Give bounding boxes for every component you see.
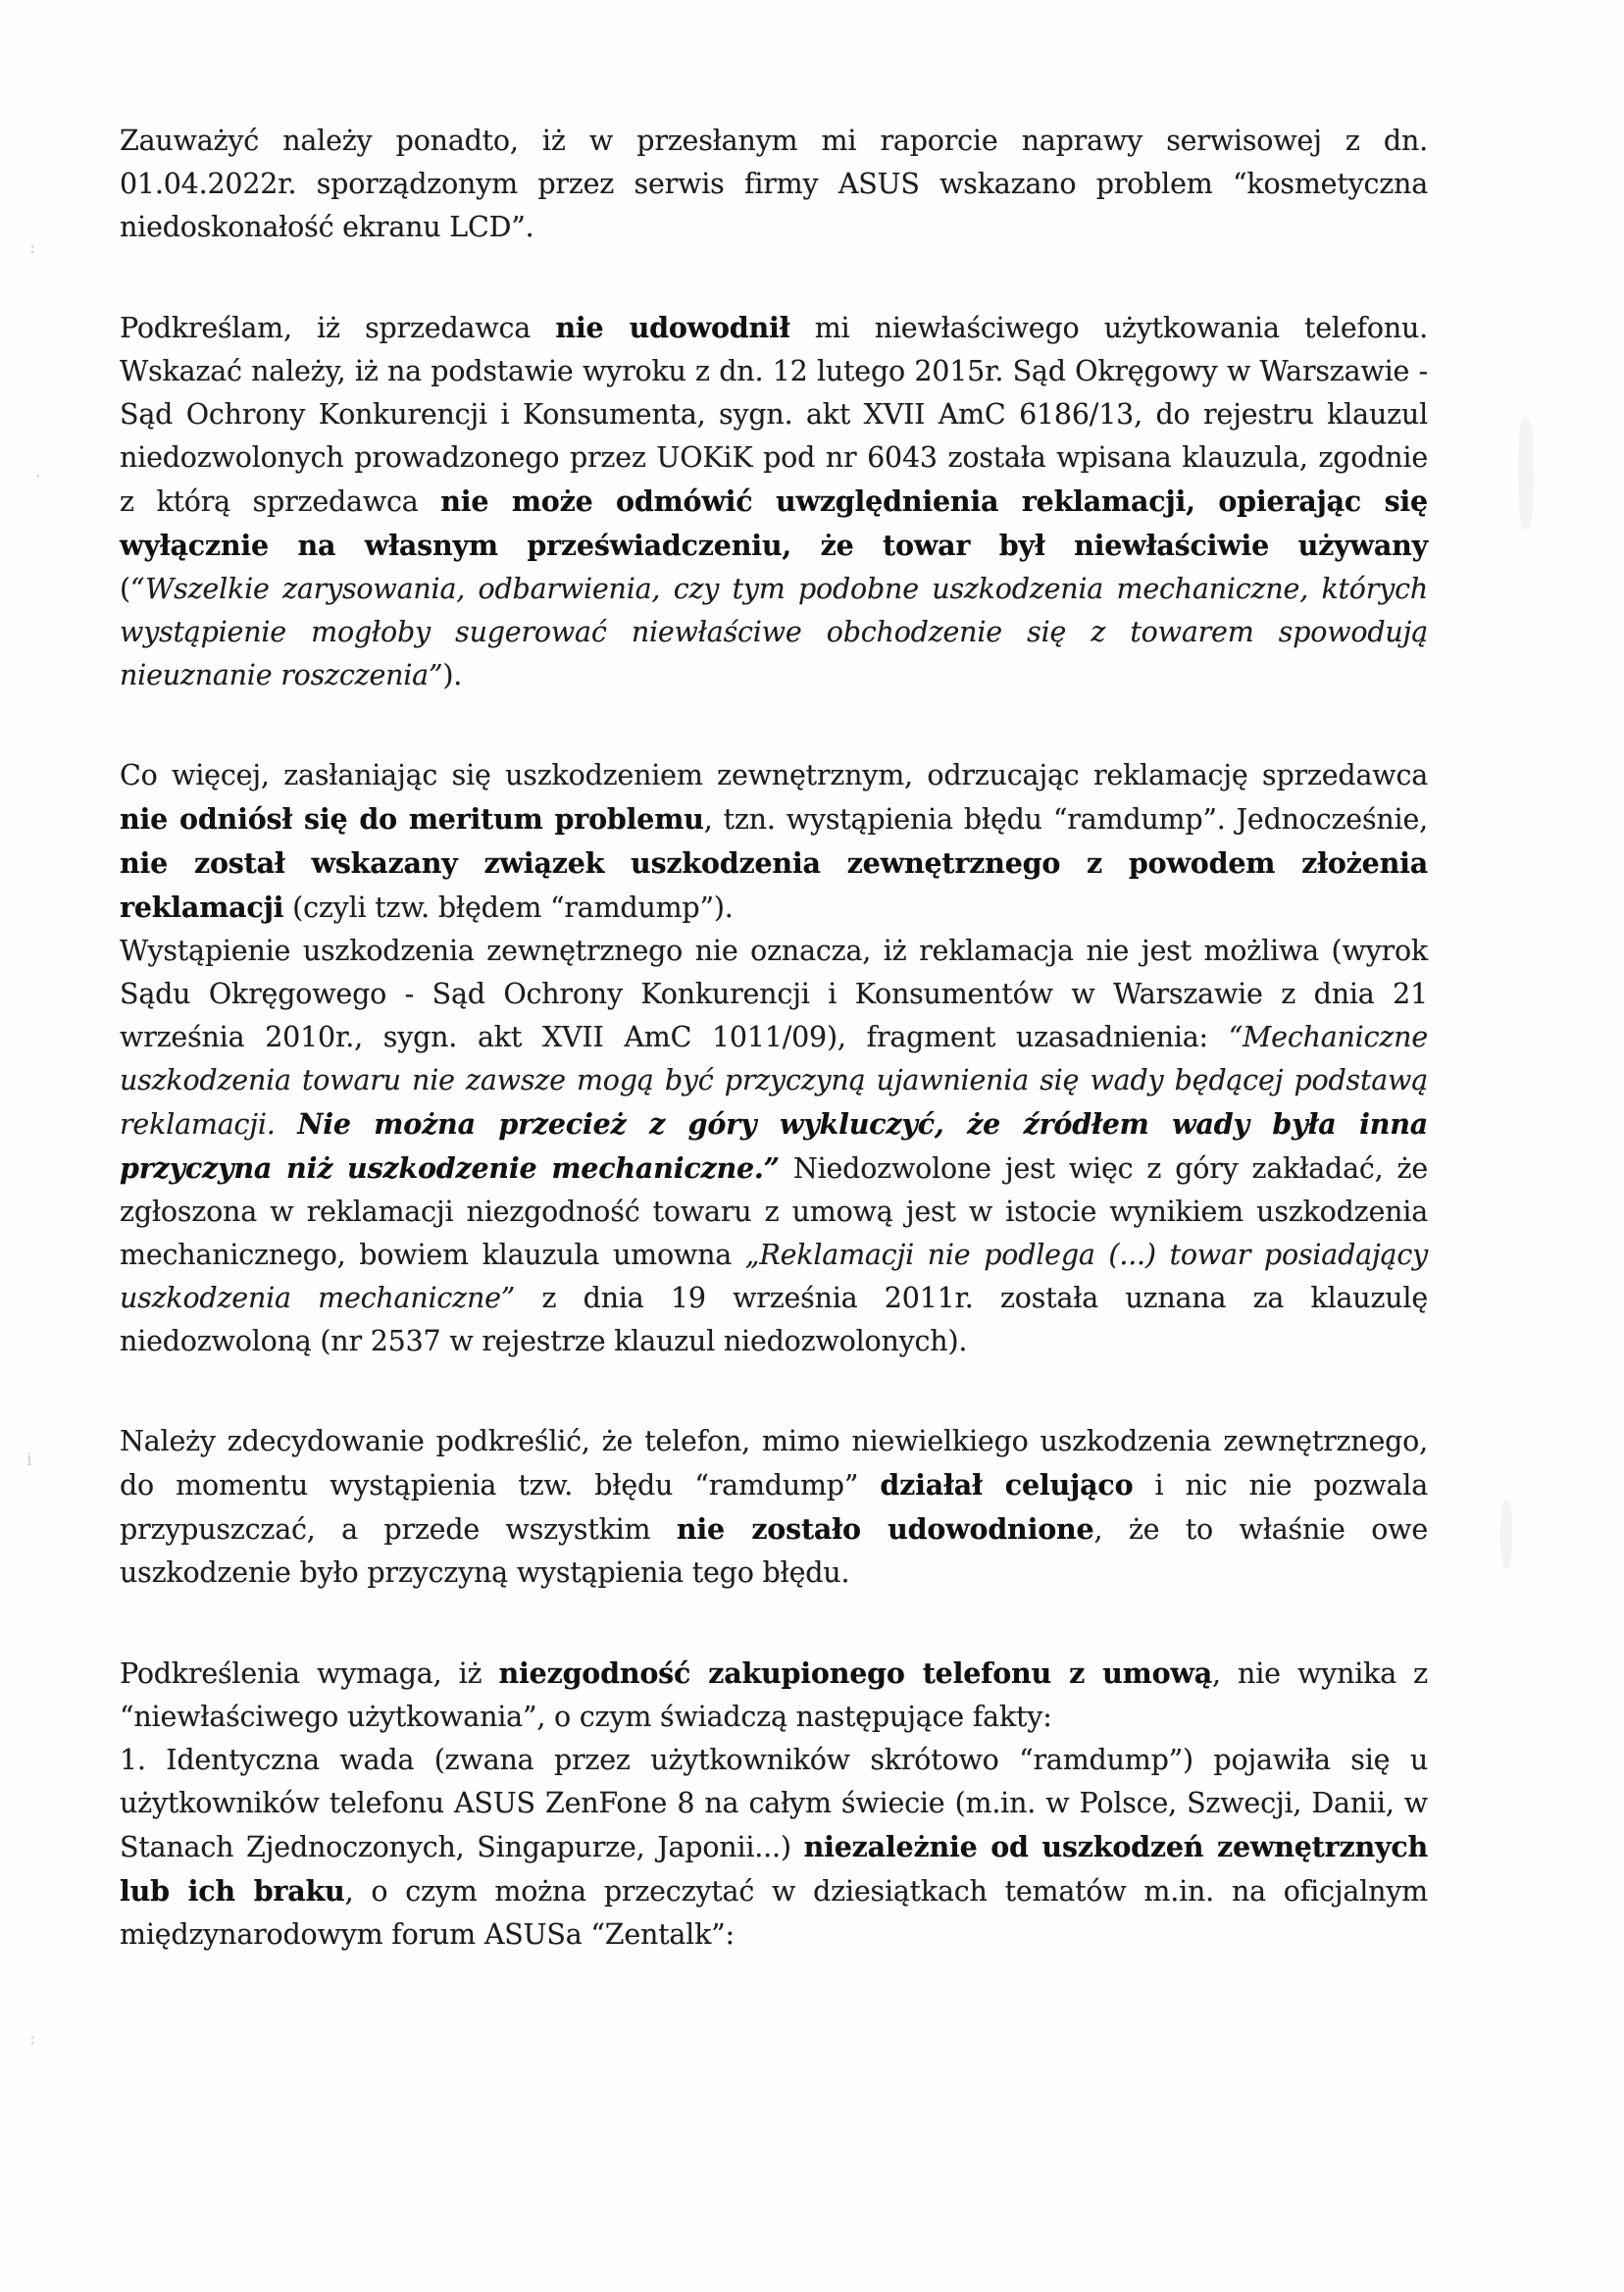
scan-streak <box>1518 417 1534 530</box>
text-run-normal: ( <box>120 573 130 605</box>
text-run-normal: Wystąpienie uszkodzenia zewnętrznego nie oznacza, iż reklamacja nie jest możliwa (wyrok Sądu Okręgowego - Sąd Ochrony Konkurencji i Konsumentów w Warszawie z dnia 21 września 2010r., sygn. akt XVII AmC 1011/09), fragment uzasadnienia: <box>120 935 1428 1053</box>
scan-artifact: i <box>26 1450 32 1470</box>
scan-artifact: : <box>29 2028 36 2049</box>
text-run-bold: nie odniósł się do meritum problemu <box>120 802 704 836</box>
text-run-italic: „Reklamacji nie podlega (...) towar posiadający uszkodzenia mechaniczne” <box>120 1239 1428 1314</box>
text-run-normal: , o czym można przeczytać w dziesiątkach tematów m.in. na oficjalnym międzynarodowym forum ASUSa “Zentalk”: <box>120 1875 1428 1951</box>
scan-artifact: : <box>29 237 36 258</box>
text-run-bold: nie udowodnił <box>555 311 790 344</box>
text-run-normal: i nic nie pozwala przypuszczać, a przede wszystkim <box>120 1469 1428 1546</box>
text-run-normal: , że to właśnie owe uszkodzenie było przyczyną wystąpienia tego błędu. <box>120 1513 1429 1589</box>
paragraph-fact-1-worldwide-defect <box>120 1739 1428 1957</box>
paragraph-seller-burden-of-proof <box>120 306 1428 697</box>
paragraph-nonconformity-intro <box>120 1652 1428 1739</box>
text-run-bold: działał celująco <box>880 1468 1134 1502</box>
scan-streak <box>1500 1501 1512 1569</box>
text-run-normal: ). <box>442 659 463 691</box>
text-run-normal: 1. Identyczna wada (zwana przez użytkowników skrótowo “ramdump”) pojawiła się u użytkowników telefonu ASUS ZenFone 8 na całym świecie (m.in. w Polsce, Szwecji, Danii, w Stanach Zjednoczonych, Singapurze, Japonii...) <box>120 1744 1428 1863</box>
text-run-bolditalic: Nie można przecież z góry wykluczyć, że źródłem wady była inna przyczyna niż uszkodzenie mechaniczne.” <box>120 1107 1429 1185</box>
scan-artifact: . <box>35 461 41 482</box>
text-run-normal: Należy zdecydowanie podkreślić, że telefon, mimo niewielkiego uszkodzenia zewnętrznego, do momentu wystąpienia tzw. błędu “ramdump” <box>120 1425 1428 1502</box>
paragraph-phone-worked-properly <box>120 1420 1428 1595</box>
text-run-bold: niezależnie od uszkodzeń zewnętrznych lub ich braku <box>120 1830 1428 1908</box>
text-run-normal: Podkreślam, iż sprzedawca <box>120 312 556 344</box>
text-run-bold: niezgodność zakupionego telefonu z umową <box>498 1656 1213 1690</box>
paragraph-external-damage-ruling <box>120 930 1428 1363</box>
text-run-normal: z dnia 19 września 2011r. została uznana za klauzulę niedozwoloną (nr 2537 w rejestrze klauzul niedozwolonych). <box>120 1282 1428 1357</box>
text-run-normal: , tzn. wystąpienia błędu “ramdump”. Jednocześnie, <box>703 803 1428 836</box>
document-content <box>120 120 1428 1957</box>
text-run-normal: Co więcej, zasłaniając się uszkodzeniem zewnętrznym, odrzucając reklamację sprzedawca <box>120 759 1428 791</box>
text-run-bold: nie może odmówić uwzględnienia reklamacji, opierając się wyłącznie na własnym przeświadczeniu, że towar był niewłaściwie używany <box>120 484 1428 562</box>
text-run-bold: nie zostało udowodnione <box>676 1512 1094 1546</box>
paragraph-service-report <box>120 120 1428 249</box>
text-run-italic: “Wszelkie zarysowania, odbarwienia, czy tym podobne uszkodzenia mechaniczne, których wystąpienie mogłoby sugerować niewłaściwe obchodzenie się z towarem spowodują nieuznanie roszczenia” <box>120 573 1428 691</box>
text-run-normal: mi niewłaściwego użytkowania telefonu. Wskazać należy, iż na podstawie wyroku z dn. 12 lutego 2015r. Sąd Okręgowy w Warszawie - Sąd Ochrony Konkurencji i Konsumenta, sygn. akt XVII AmC 6186/13, do rejestru klauzul niedozwolonych prowadzonego przez UOKiK pod nr 6043 została wpisana klauzula, zgodnie z którą sprzedawca <box>120 312 1428 518</box>
text-run-normal: Niedozwolone jest więc z góry zakładać, że zgłoszona w reklamacji niezgodność towaru z umową jest w istocie wynikiem uszkodzenia mechanicznego, bowiem klauzula umowna <box>120 1152 1429 1271</box>
text-run-normal: Zauważyć należy ponadto, iż w przesłanym mi raporcie naprawy serwisowej z dn. 01.04.2022r. sporządzonym przez serwis firmy ASUS wskazano problem “kosmetyczna niedoskonałość ekranu LCD”. <box>120 125 1428 243</box>
text-run-normal: Podkreślenia wymaga, iż <box>120 1657 499 1690</box>
text-run-italic: “Mechaniczne uszkodzenia towaru nie zawsze mogą być przyczyną ujawnienia się wady będącej podstawą reklamacji. <box>120 1021 1428 1141</box>
text-run-normal: , nie wynika z “niewłaściwego użytkowania”, o czym świadczą następujące fakty: <box>120 1657 1428 1733</box>
text-run-normal: (czyli tzw. błędem “ramdump”). <box>283 891 734 924</box>
paragraph-merit-not-addressed <box>120 754 1428 930</box>
text-run-bold: nie został wskazany związek uszkodzenia zewnętrznego z powodem złożenia reklamacji <box>120 846 1428 924</box>
